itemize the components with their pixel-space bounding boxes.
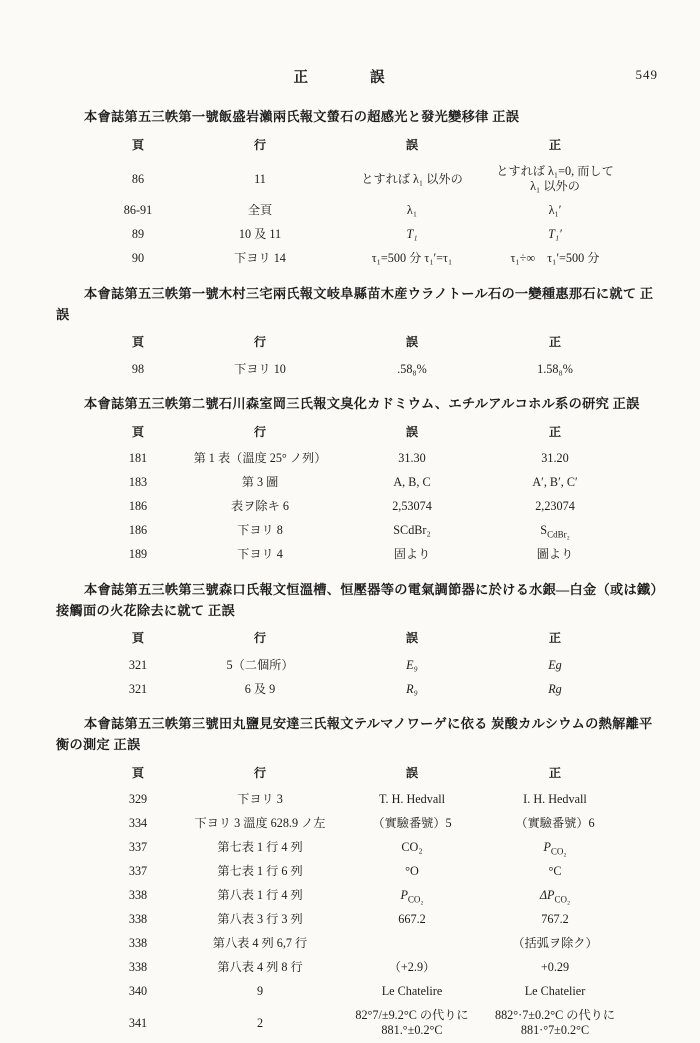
table-row	[92, 812, 622, 836]
cell-text: Eg	[548, 657, 562, 672]
column-header-line: 行	[253, 335, 267, 349]
column-header-line: 行	[253, 424, 267, 439]
column-header-page: 頁	[131, 137, 145, 152]
cell-line: 下ヨリ 3 溫度 628.9 ノ左	[194, 816, 326, 830]
section-heading: 本會誌第五三帙第三號田丸鹽見安達三氏報文テルマノワーゲに依る 炭酸カルシウムの熱解離平衡の測定 正誤	[56, 716, 653, 752]
table-row	[92, 495, 622, 519]
page-header	[56, 66, 662, 86]
cell-page: 90	[131, 251, 145, 265]
cell-page: 338	[128, 912, 148, 926]
cell-correct: Le Chatelier	[524, 984, 586, 998]
cell-page: 189	[128, 547, 148, 561]
column-header-row	[92, 133, 622, 160]
cell-page: 89	[131, 227, 145, 241]
cell-line: 第 3 圖	[241, 475, 279, 489]
cell-page: 337	[128, 864, 148, 878]
cell-correct: 767.2	[541, 912, 569, 926]
cell-correct	[488, 884, 622, 908]
table-row	[92, 223, 622, 247]
table-row	[92, 543, 622, 567]
table-row	[92, 788, 622, 812]
column-header-wrong: 誤	[405, 631, 419, 645]
cell-page: 321	[128, 657, 148, 672]
cell-correct: （實驗番號）6	[515, 816, 595, 830]
column-header-row	[92, 331, 622, 358]
cell-text: 881.°±0.2°C	[381, 1023, 443, 1037]
errata-section-5	[56, 713, 662, 1043]
cell-page: 341	[128, 1015, 148, 1030]
errata-section-4	[56, 579, 662, 702]
running-head	[56, 66, 622, 87]
table-row	[92, 247, 622, 271]
cell-wrong: .58₈%	[397, 361, 427, 376]
subscript-text: CO₂	[550, 846, 567, 857]
cell-wrong: τ₁=500 分 τ₁′=τ₁	[371, 251, 453, 265]
errata-section-1	[56, 106, 662, 271]
cell-wrong: °O	[405, 864, 419, 878]
cell-correct	[488, 677, 622, 701]
cell-text: T₁′	[548, 227, 562, 241]
cell-line: 下ヨリ 4	[237, 547, 283, 561]
table-row	[92, 199, 622, 223]
cell-correct: （括弧ヲ除ク）	[512, 936, 598, 950]
cell-correct: +0.29	[540, 960, 570, 974]
cell-wrong	[336, 223, 488, 247]
cell-line: 下ヨリ 14	[234, 251, 286, 265]
table-row	[92, 956, 622, 980]
cell-text: E₉	[406, 657, 418, 672]
column-header-wrong: 誤	[405, 137, 419, 152]
cell-line: 11	[254, 171, 266, 186]
cell-page: 337	[128, 840, 148, 854]
cell-text: 881·°7±0.2°C	[520, 1023, 590, 1037]
cell-text: R₉	[406, 681, 418, 696]
cell-page: 86	[131, 171, 145, 186]
cell-line: 2	[256, 1015, 264, 1030]
cell-correct: I. H. Hedvall	[523, 792, 587, 806]
table-row	[92, 884, 622, 908]
cell-correct	[488, 653, 622, 677]
column-header-row	[92, 420, 622, 447]
cell-line: 6 及 9	[244, 681, 276, 696]
column-header-row	[92, 761, 622, 788]
subscript-text: CdBr₂	[547, 529, 570, 540]
section-heading: 本會誌第五三帙第二號石川森室岡三氏報文臭化カドミウム、エチルアルコホル系の研究 正誤	[84, 396, 640, 411]
table-row	[92, 860, 622, 884]
cell-wrong: （+2.9）	[388, 960, 436, 974]
errata-table	[92, 133, 622, 271]
table-row	[92, 836, 622, 860]
subscript-text: CO₂	[554, 894, 571, 905]
errata-table	[92, 761, 622, 1043]
cell-text: P	[543, 840, 551, 854]
cell-line: 第八表 1 行 4 列	[217, 888, 303, 902]
table-row	[92, 160, 622, 199]
running-head-right: 誤	[370, 70, 385, 86]
cell-text: とすれば λ₁=0, 而して	[496, 164, 614, 178]
table-row	[92, 447, 622, 471]
cell-wrong: λ₁	[406, 203, 418, 217]
table-row	[92, 653, 622, 677]
cell-text: 882°·7±0.2°C の代りに	[494, 1008, 616, 1022]
column-header-correct: 正	[548, 631, 562, 645]
column-header-line: 行	[253, 137, 267, 152]
section-heading: 本會誌第五三帙第一號飯盛岩瀨兩氏報文螢石の超感光と發光變移律 正誤	[84, 109, 520, 124]
cell-correct: λ₁′	[548, 203, 562, 217]
section-heading: 本會誌第五三帙第三號森口氏報文恒溫槽、恒壓器等の電氣調節器に於ける水銀—白金（或は鐵）接觸面の火花除去に就て 正誤	[56, 581, 658, 618]
column-header-wrong: 誤	[405, 765, 419, 780]
column-header-line: 行	[253, 631, 267, 645]
column-header-page: 頁	[131, 424, 145, 439]
subscript-text: CO₂	[407, 894, 424, 905]
cell-line: 下ヨリ 8	[237, 523, 283, 537]
cell-wrong: 固より	[393, 547, 431, 561]
cell-correct: 2,23074	[535, 499, 575, 513]
cell-wrong	[336, 884, 488, 908]
cell-correct	[488, 1004, 622, 1043]
cell-page: 186	[128, 523, 148, 537]
cell-wrong: （實驗番號）5	[372, 816, 452, 830]
table-row	[92, 1004, 622, 1043]
cell-text: P	[400, 888, 408, 902]
cell-page: 334	[128, 816, 148, 830]
column-header-wrong: 誤	[405, 335, 419, 349]
cell-wrong: SCdBr₂	[393, 523, 431, 537]
cell-wrong	[336, 1004, 488, 1043]
cell-text: ΔP	[539, 888, 555, 902]
column-header-page: 頁	[131, 335, 145, 349]
cell-text: S	[540, 523, 548, 537]
cell-correct: A′, B′, C′	[532, 475, 578, 489]
table-row	[92, 677, 622, 701]
column-header-wrong: 誤	[405, 424, 419, 439]
cell-page: 338	[128, 960, 148, 974]
cell-text: Rg	[548, 681, 562, 696]
cell-correct: 31.20	[541, 451, 569, 465]
cell-page: 321	[128, 681, 148, 696]
cell-wrong: 31.30	[398, 451, 426, 465]
cell-line: 5（二個所）	[226, 657, 294, 672]
cell-line: 9	[256, 984, 264, 998]
cell-wrong	[336, 932, 488, 956]
cell-correct	[488, 519, 622, 543]
cell-wrong: Le Chatelire	[381, 984, 443, 998]
cell-line: 第八表 4 列 6,7 行	[212, 936, 308, 950]
table-row	[92, 471, 622, 495]
column-header-correct: 正	[548, 424, 562, 439]
cell-correct: τ₁÷∞ τ₁′=500 分	[510, 251, 600, 265]
cell-correct: 1.58₈%	[537, 361, 573, 376]
table-row	[92, 980, 622, 1004]
cell-wrong: 667.2	[398, 912, 426, 926]
cell-page: 98	[131, 361, 145, 376]
section-heading: 本會誌第五三帙第一號木村三宅兩氏報文岐阜縣苗木産ウラノトール石の一變種惠那石に就て 正誤	[56, 285, 654, 322]
cell-wrong	[336, 677, 488, 701]
cell-wrong: 2,53074	[392, 499, 432, 513]
cell-page: 183	[128, 475, 148, 489]
cell-page: 186	[128, 499, 148, 513]
errata-sections	[56, 106, 662, 1043]
table-row	[92, 908, 622, 932]
cell-wrong: A, B, C	[393, 475, 431, 489]
cell-text: T₁	[406, 227, 418, 241]
cell-wrong: T. H. Hedvall	[378, 792, 446, 806]
cell-line: 第七表 1 行 4 列	[217, 840, 303, 854]
page-number: 549	[635, 67, 658, 82]
cell-line: 表ヲ除キ 6	[231, 499, 289, 513]
cell-correct: °C	[548, 864, 562, 878]
column-header-page: 頁	[131, 631, 145, 645]
cell-correct	[488, 223, 622, 247]
cell-correct: 圖より	[536, 547, 574, 561]
column-header-row	[92, 627, 622, 654]
cell-line: 第八表 3 行 3 列	[217, 912, 303, 926]
cell-page: 181	[128, 451, 148, 465]
cell-page: 338	[128, 936, 148, 950]
cell-line: 第 1 表（溫度 25° ノ列）	[193, 451, 327, 465]
errata-section-2	[56, 283, 662, 382]
cell-wrong	[336, 653, 488, 677]
cell-line: 全頁	[247, 203, 273, 217]
cell-correct	[488, 160, 622, 199]
cell-wrong: CO₂	[401, 840, 423, 854]
errata-table	[92, 627, 622, 702]
column-header-correct: 正	[548, 137, 562, 152]
cell-page: 86-91	[123, 203, 153, 217]
errata-table	[92, 420, 622, 567]
errata-table	[92, 331, 622, 382]
errata-section-3	[56, 393, 662, 567]
table-row	[92, 519, 622, 543]
column-header-page: 頁	[131, 765, 145, 780]
cell-line: 10 及 11	[238, 227, 282, 241]
cell-page: 338	[128, 888, 148, 902]
cell-line: 第八表 4 列 8 行	[217, 960, 303, 974]
cell-page: 329	[128, 792, 148, 806]
cell-text: 82°7/±9.2°C の代りに	[355, 1008, 469, 1022]
column-header-line: 行	[253, 765, 267, 780]
column-header-correct: 正	[548, 765, 562, 780]
cell-line: 下ヨリ 10	[234, 361, 286, 376]
running-head-left: 正	[293, 70, 308, 86]
cell-text: λ₁ 以外の	[530, 179, 580, 193]
table-row	[92, 932, 622, 956]
column-header-correct: 正	[548, 335, 562, 349]
cell-line: 第七表 1 行 6 列	[217, 864, 303, 878]
cell-wrong: とすれば λ₁ 以外の	[361, 171, 463, 186]
table-row	[92, 357, 622, 381]
cell-correct	[488, 836, 622, 860]
cell-page: 340	[128, 984, 148, 998]
cell-line: 下ヨリ 3	[237, 792, 283, 806]
